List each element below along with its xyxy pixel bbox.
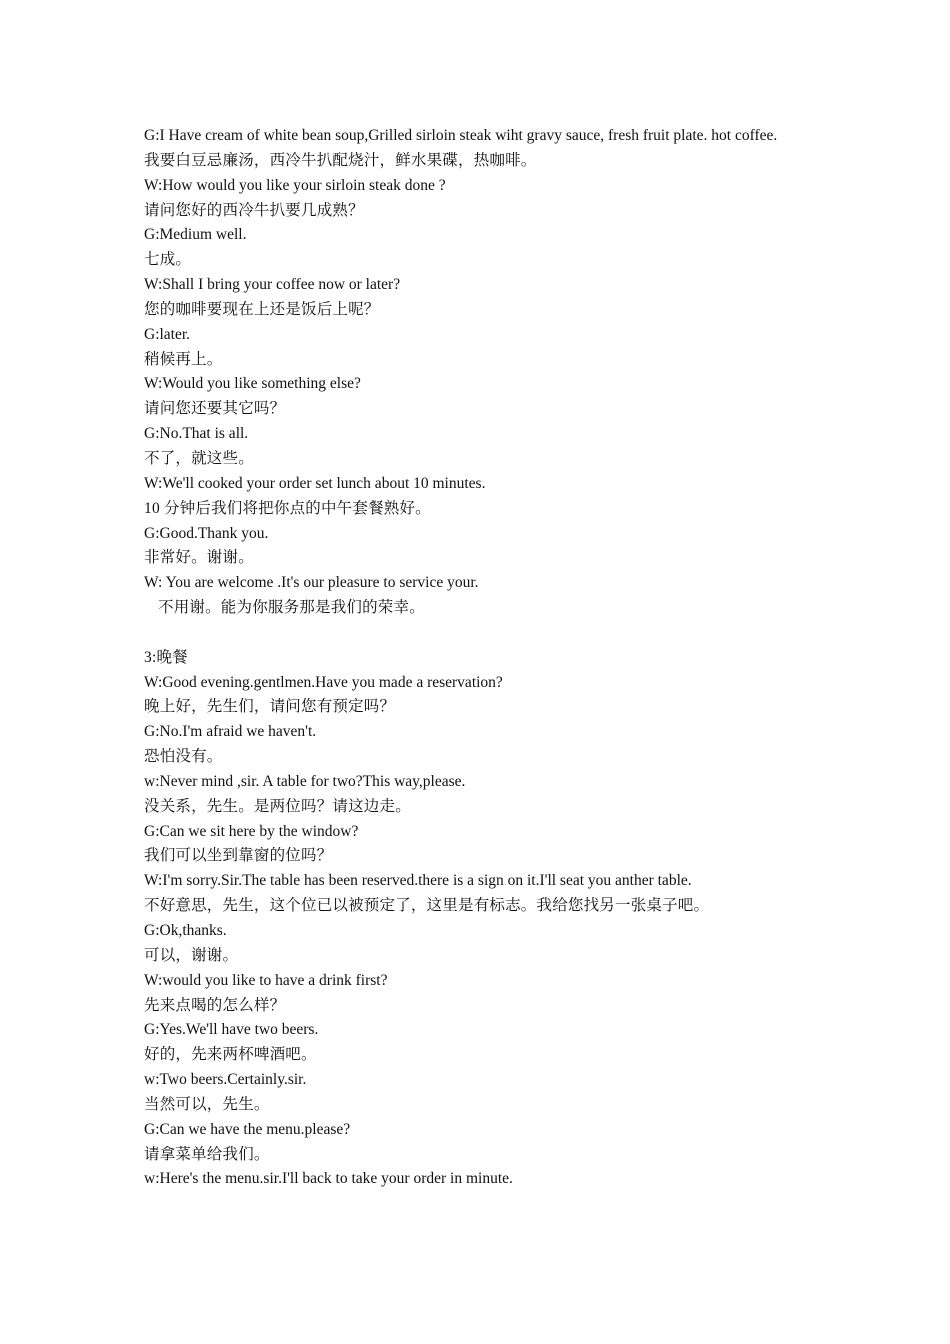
translation-line: 稍候再上。 <box>144 350 223 368</box>
dialogue-line: w:Two beers.Certainly.sir. <box>144 1071 307 1089</box>
translation-line: 请问您还要其它吗？ <box>144 400 286 418</box>
dialogue-line: W:How would you like your sirloin steak done ? <box>144 176 446 194</box>
dialogue-line: G:Can we have the menu.please? <box>144 1120 351 1138</box>
translation-line: 好的，先来两杯啤酒吧。 <box>144 1046 317 1064</box>
translation-line: 不用谢。能为你服务那是我们的荣幸。 <box>158 599 425 617</box>
dialogue-line: w:Here's the menu.sir.I'll back to take your order in minute. <box>144 1170 513 1188</box>
dialogue-line: G:later. <box>144 325 191 343</box>
translation-line: 10 分钟后我们将把你点的中午套餐熟好。 <box>144 499 431 517</box>
dialogue-line: G:Can we sit here by the window? <box>144 822 359 840</box>
translation-line: 不好意思，先生，这个位已以被预定了，这里是有标志。我给您找另一张桌子吧。 <box>144 897 710 915</box>
dialogue-line: W:Good evening.gentlmen.Have you made a reservation? <box>144 673 503 691</box>
translation-line: 没关系，先生。是两位吗？请这边走。 <box>144 797 411 815</box>
translation-line: 晚上好，先生们，请问您有预定吗？ <box>144 698 396 716</box>
translation-line: 非常好。谢谢。 <box>144 549 254 567</box>
section-heading: 3:晚餐 <box>144 648 188 666</box>
dialogue-line: W:would you like to have a drink first? <box>144 971 388 989</box>
translation-line: 七成。 <box>144 251 192 269</box>
translation-line: 请拿菜单给我们。 <box>144 1145 270 1163</box>
blank-line <box>144 621 805 646</box>
dialogue-line: W:Would you like something else? <box>144 375 361 393</box>
dialogue-line: W:Shall I bring your coffee now or later? <box>144 276 401 294</box>
translation-line: 您的咖啡要现在上还是饭后上呢？ <box>144 300 380 318</box>
dialogue-line: G:Medium well. <box>144 226 247 244</box>
dialogue-line: G:No.That is all. <box>144 425 249 443</box>
dialogue-line: G:No.I'm afraid we haven't. <box>144 723 317 741</box>
dialogue-line: W: You are welcome .It's our pleasure to service your. <box>144 574 479 592</box>
dialogue-line: G:Ok,thanks. <box>144 922 227 939</box>
dialogue-line: W:I'm sorry.Sir.The table has been reserved.there is a sign on it.I'll seat you anther table. <box>144 872 692 890</box>
document-page <box>144 124 805 1192</box>
dialogue-line: G:Yes.We'll have two beers. <box>144 1021 319 1039</box>
translation-line: 请问您好的西冷牛扒要几成熟？ <box>144 201 364 219</box>
translation-line: 恐怕没有。 <box>144 748 223 766</box>
dialogue-line: w:Never mind ,sir. A table for two?This way,please. <box>144 772 466 790</box>
dialogue-line: W:We'll cooked your order set lunch about 10 minutes. <box>144 474 486 492</box>
dialogue-line-guest-order: G:I Have cream of white bean soup,Grilled sirloin steak wiht gravy sauce, fresh fruit plate. hot coffee. <box>144 127 778 144</box>
translation-line: 我们可以坐到靠窗的位吗？ <box>144 847 333 865</box>
dialogue-line: G:Good.Thank you. <box>144 524 269 542</box>
translation-line: 先来点喝的怎么样？ <box>144 996 286 1014</box>
translation-line: 当然可以，先生。 <box>144 1095 270 1113</box>
translation-line: 不了，就这些。 <box>144 449 254 467</box>
translation-line: 可以，谢谢。 <box>144 946 239 964</box>
translation-line: 我要白豆忌廉汤，西冷牛扒配烧汁，鲜水果碟，热咖啡。 <box>144 151 537 169</box>
